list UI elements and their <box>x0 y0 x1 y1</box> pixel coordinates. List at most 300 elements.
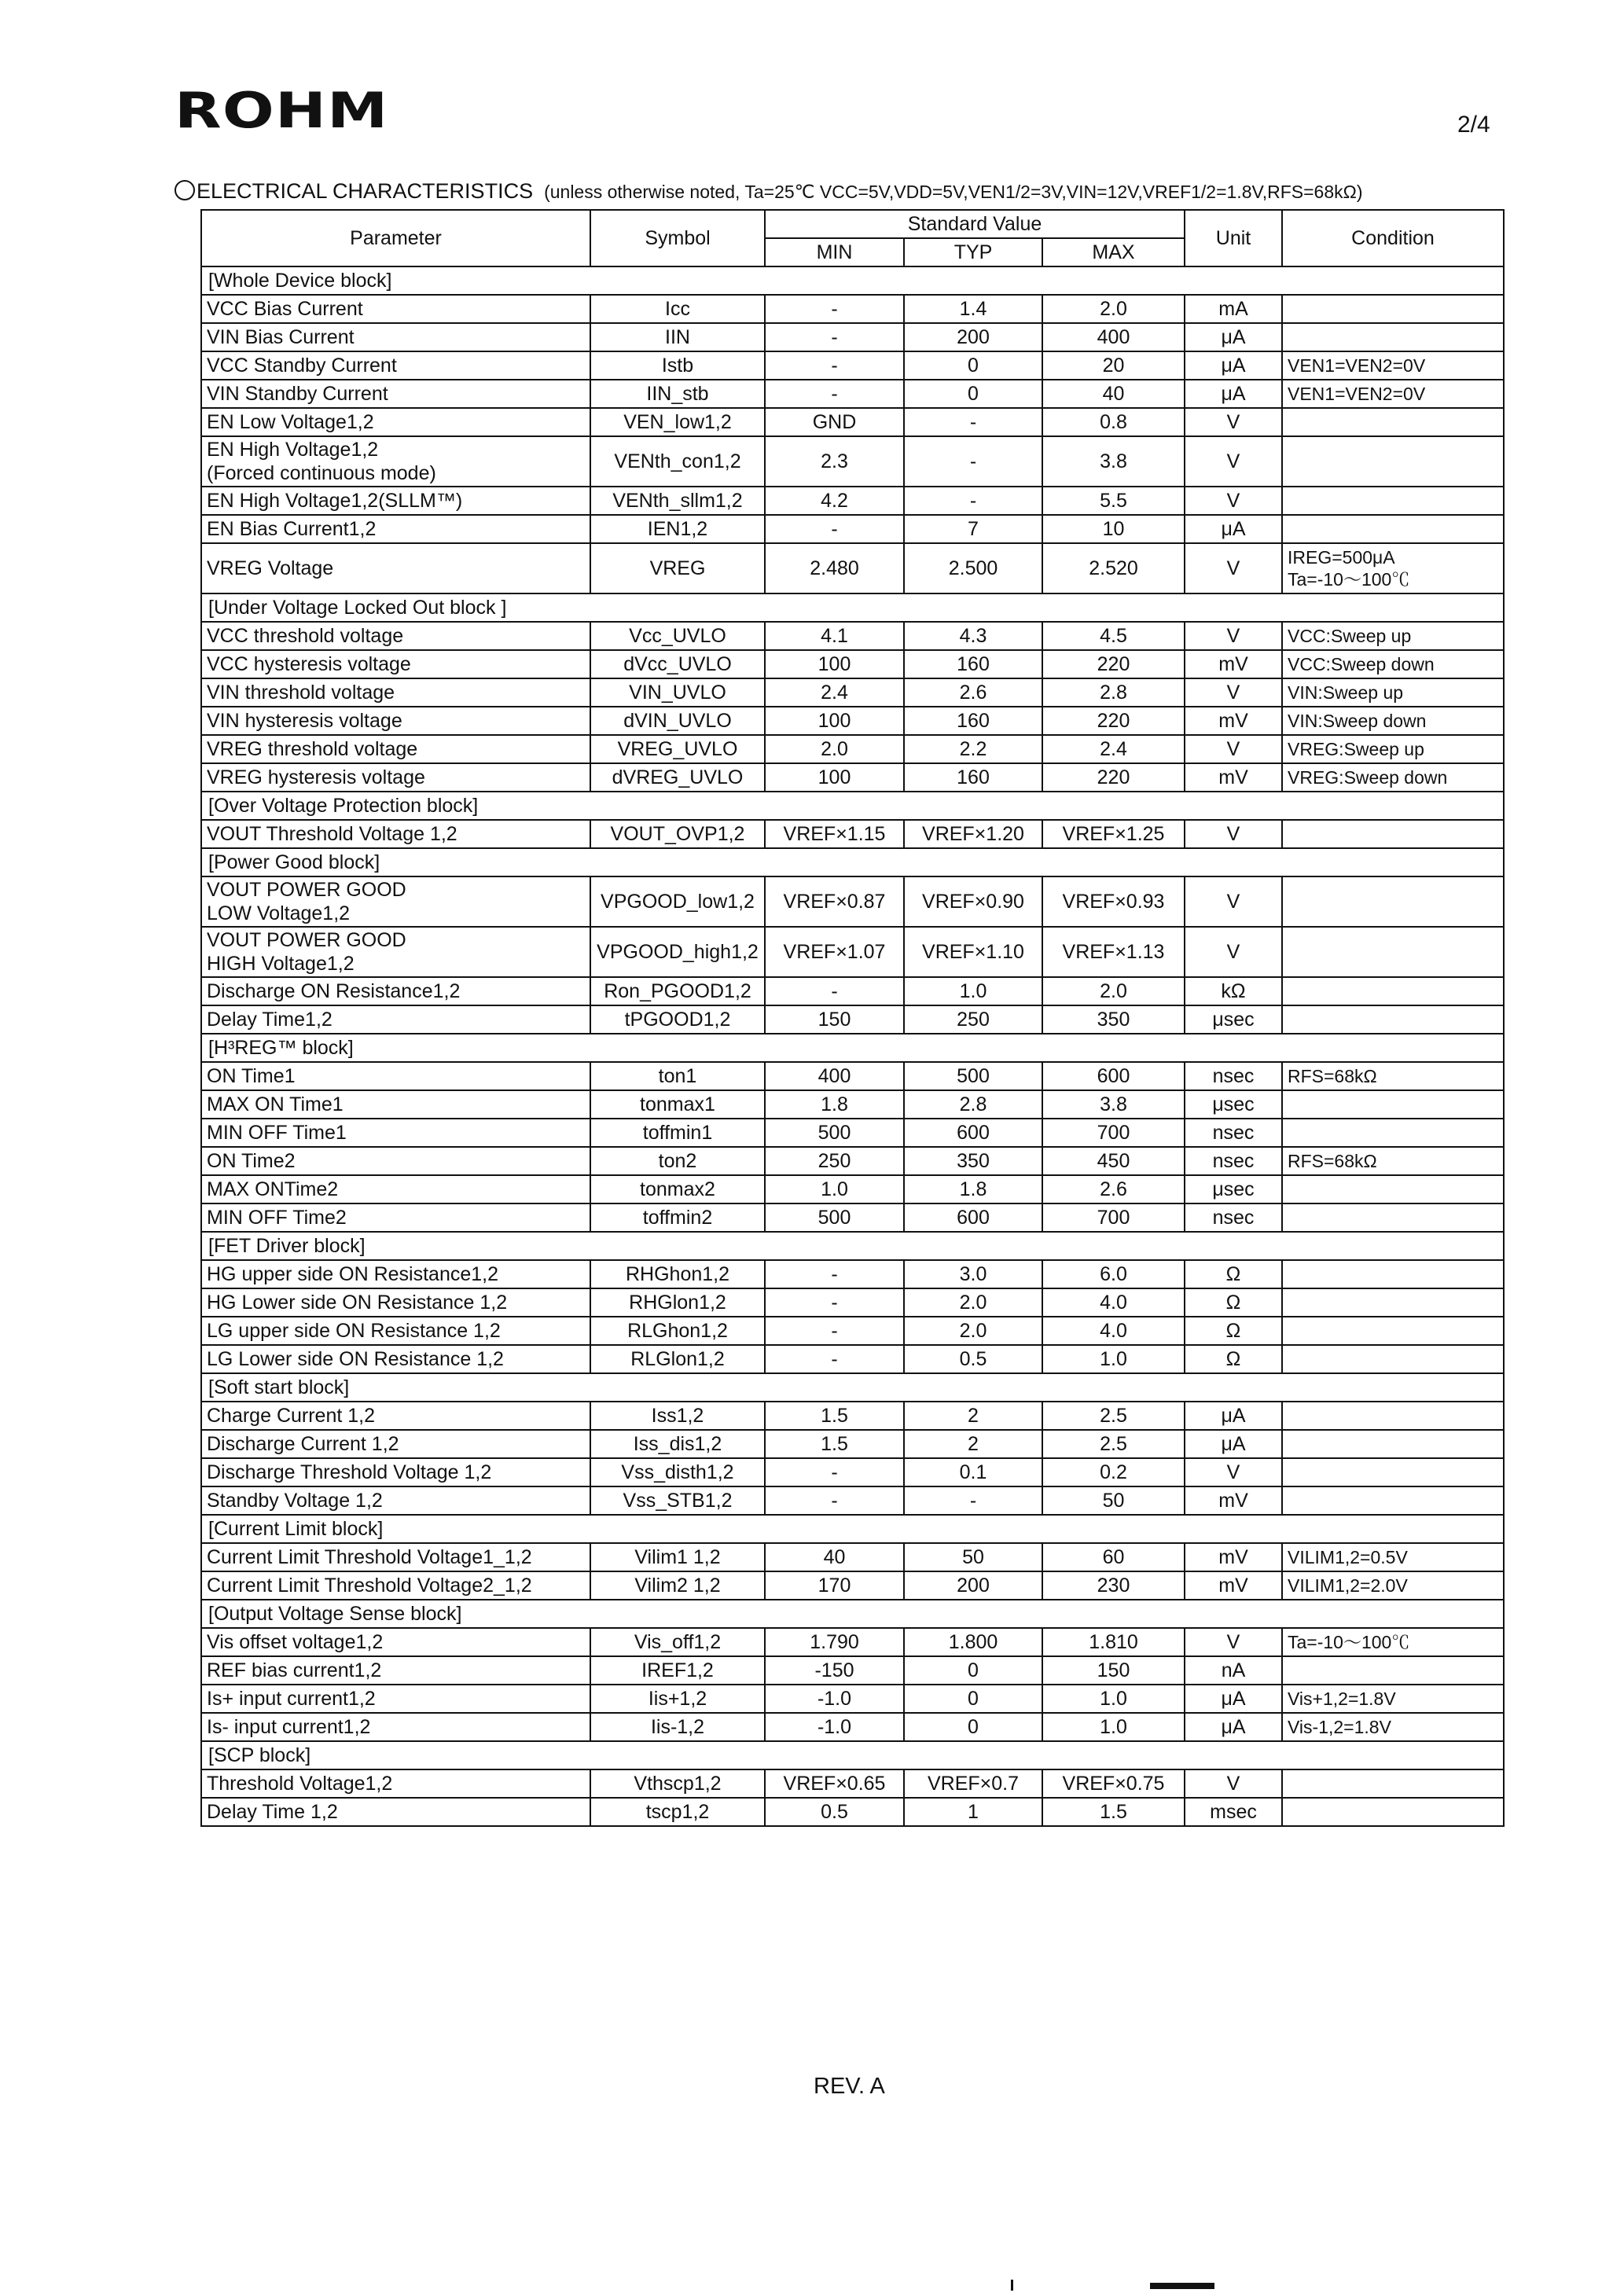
bullet-circle-icon <box>175 180 195 200</box>
table-row <box>201 1798 1504 1826</box>
revision-label: REV. A <box>814 2074 885 2099</box>
min-cell: -1.0 <box>765 1713 904 1741</box>
unit-cell: μA <box>1185 323 1282 351</box>
parameter-cell: EN Bias Current1,2 <box>201 515 590 543</box>
table-row <box>201 295 1504 323</box>
condition-cell <box>1282 1656 1504 1685</box>
rohm-logo: ROHM <box>175 82 389 139</box>
table-row <box>201 1430 1504 1458</box>
typ-cell: 200 <box>904 323 1042 351</box>
min-cell: GND <box>765 408 904 436</box>
max-cell: 5.5 <box>1042 487 1185 515</box>
condition-cell: IREG=500μA Ta=-10～100℃ <box>1282 543 1504 593</box>
parameter-cell: Threshold Voltage1,2 <box>201 1769 590 1798</box>
min-cell: - <box>765 1288 904 1317</box>
parameter-cell: VCC threshold voltage <box>201 622 590 650</box>
min-cell: VREF×1.07 <box>765 927 904 977</box>
min-cell: 2.3 <box>765 436 904 487</box>
parameter-cell: Charge Current 1,2 <box>201 1402 590 1430</box>
table-row <box>201 977 1504 1005</box>
symbol-cell: tPGOOD1,2 <box>590 1005 765 1034</box>
max-cell: 10 <box>1042 515 1185 543</box>
unit-cell: nsec <box>1185 1119 1282 1147</box>
condition-cell: VREG:Sweep down <box>1282 763 1504 792</box>
block-header-row <box>201 1034 1504 1062</box>
condition-cell <box>1282 1458 1504 1486</box>
parameter-cell: ON Time1 <box>201 1062 590 1090</box>
typ-cell: 600 <box>904 1203 1042 1232</box>
unit-cell: V <box>1185 1458 1282 1486</box>
typ-cell: 50 <box>904 1543 1042 1571</box>
condition-cell <box>1282 1486 1504 1515</box>
typ-cell: VREF×0.7 <box>904 1769 1042 1798</box>
max-cell: 40 <box>1042 380 1185 408</box>
min-cell: - <box>765 1345 904 1373</box>
table-row <box>201 927 1504 977</box>
unit-cell: Ω <box>1185 1288 1282 1317</box>
unit-cell: μA <box>1185 1402 1282 1430</box>
condition-cell <box>1282 295 1504 323</box>
condition-cell <box>1282 323 1504 351</box>
block-header-row <box>201 266 1504 295</box>
typ-cell: - <box>904 436 1042 487</box>
table-row <box>201 1713 1504 1741</box>
min-cell: 2.4 <box>765 678 904 707</box>
unit-cell: V <box>1185 876 1282 927</box>
min-cell: 4.2 <box>765 487 904 515</box>
typ-cell: 0 <box>904 380 1042 408</box>
min-cell: - <box>765 1458 904 1486</box>
min-cell: 40 <box>765 1543 904 1571</box>
block-header-row <box>201 792 1504 820</box>
typ-cell: - <box>904 1486 1042 1515</box>
min-cell: 1.5 <box>765 1430 904 1458</box>
symbol-cell: IEN1,2 <box>590 515 765 543</box>
parameter-cell: VOUT Threshold Voltage 1,2 <box>201 820 590 848</box>
typ-cell: - <box>904 487 1042 515</box>
block-header: [SCP block] <box>201 1741 1504 1769</box>
min-cell: 2.480 <box>765 543 904 593</box>
table-row <box>201 487 1504 515</box>
typ-cell: - <box>904 408 1042 436</box>
table-row <box>201 1402 1504 1430</box>
parameter-cell: VOUT POWER GOOD LOW Voltage1,2 <box>201 876 590 927</box>
min-cell: 100 <box>765 763 904 792</box>
typ-cell: 2.2 <box>904 735 1042 763</box>
section-title: ELECTRICAL CHARACTERISTICS <box>197 179 534 203</box>
parameter-cell: HG upper side ON Resistance1,2 <box>201 1260 590 1288</box>
parameter-cell: VIN hysteresis voltage <box>201 707 590 735</box>
min-cell: 400 <box>765 1062 904 1090</box>
parameter-cell: Discharge Threshold Voltage 1,2 <box>201 1458 590 1486</box>
parameter-cell: EN High Voltage1,2(SLLM™) <box>201 487 590 515</box>
unit-cell: μA <box>1185 1685 1282 1713</box>
parameter-cell: VCC Bias Current <box>201 295 590 323</box>
table-row <box>201 408 1504 436</box>
max-cell: 400 <box>1042 323 1185 351</box>
typ-cell: 160 <box>904 707 1042 735</box>
max-cell: 4.0 <box>1042 1288 1185 1317</box>
symbol-cell: toffmin2 <box>590 1203 765 1232</box>
symbol-cell: Vss_STB1,2 <box>590 1486 765 1515</box>
max-cell: 60 <box>1042 1543 1185 1571</box>
table-row <box>201 622 1504 650</box>
table-row <box>201 1345 1504 1373</box>
parameter-cell: VIN Standby Current <box>201 380 590 408</box>
min-cell: - <box>765 351 904 380</box>
symbol-cell: Vthscp1,2 <box>590 1769 765 1798</box>
parameter-cell: Is- input current1,2 <box>201 1713 590 1741</box>
table-row <box>201 763 1504 792</box>
typ-cell: 0 <box>904 1685 1042 1713</box>
max-cell: VREF×1.13 <box>1042 927 1185 977</box>
unit-cell: Ω <box>1185 1345 1282 1373</box>
condition-cell: VCC:Sweep down <box>1282 650 1504 678</box>
min-cell: - <box>765 295 904 323</box>
table-row <box>201 323 1504 351</box>
condition-cell: VREG:Sweep up <box>1282 735 1504 763</box>
symbol-cell: ton1 <box>590 1062 765 1090</box>
symbol-cell: dVcc_UVLO <box>590 650 765 678</box>
parameter-cell: Delay Time1,2 <box>201 1005 590 1034</box>
parameter-cell: MAX ONTime2 <box>201 1175 590 1203</box>
max-cell: 2.0 <box>1042 977 1185 1005</box>
table-row <box>201 1005 1504 1034</box>
parameter-cell: VIN Bias Current <box>201 323 590 351</box>
typ-cell: VREF×1.10 <box>904 927 1042 977</box>
unit-cell: V <box>1185 820 1282 848</box>
parameter-cell: VCC Standby Current <box>201 351 590 380</box>
table-row <box>201 1119 1504 1147</box>
parameter-cell: Standby Voltage 1,2 <box>201 1486 590 1515</box>
unit-cell: μA <box>1185 380 1282 408</box>
table-row <box>201 1090 1504 1119</box>
condition-cell <box>1282 1119 1504 1147</box>
symbol-cell: RLGlon1,2 <box>590 1345 765 1373</box>
symbol-cell: VPGOOD_low1,2 <box>590 876 765 927</box>
unit-cell: μsec <box>1185 1005 1282 1034</box>
typ-cell: 160 <box>904 763 1042 792</box>
header-min: MIN <box>765 238 904 266</box>
condition-cell <box>1282 1345 1504 1373</box>
condition-cell <box>1282 1798 1504 1826</box>
typ-cell: 200 <box>904 1571 1042 1600</box>
symbol-cell: dVIN_UVLO <box>590 707 765 735</box>
unit-cell: V <box>1185 1769 1282 1798</box>
max-cell: 2.5 <box>1042 1430 1185 1458</box>
condition-cell: VILIM1,2=2.0V <box>1282 1571 1504 1600</box>
footer-mark <box>1011 2280 1013 2291</box>
symbol-cell: tscp1,2 <box>590 1798 765 1826</box>
block-header-row <box>201 593 1504 622</box>
max-cell: 2.8 <box>1042 678 1185 707</box>
typ-cell: 2.0 <box>904 1288 1042 1317</box>
header-standard-value: Standard Value <box>765 210 1185 238</box>
table-row <box>201 1769 1504 1798</box>
symbol-cell: Iss_dis1,2 <box>590 1430 765 1458</box>
max-cell: 150 <box>1042 1656 1185 1685</box>
unit-cell: μA <box>1185 515 1282 543</box>
symbol-cell: Vis_off1,2 <box>590 1628 765 1656</box>
table-body <box>201 266 1504 1826</box>
condition-cell <box>1282 1317 1504 1345</box>
table-row <box>201 820 1504 848</box>
typ-cell: 0 <box>904 1656 1042 1685</box>
condition-cell: VIN:Sweep up <box>1282 678 1504 707</box>
min-cell: 2.0 <box>765 735 904 763</box>
table-row <box>201 678 1504 707</box>
condition-cell <box>1282 515 1504 543</box>
block-header-row <box>201 1515 1504 1543</box>
condition-cell <box>1282 927 1504 977</box>
unit-cell: msec <box>1185 1798 1282 1826</box>
table-row <box>201 1317 1504 1345</box>
min-cell: 170 <box>765 1571 904 1600</box>
typ-cell: 350 <box>904 1147 1042 1175</box>
symbol-cell: IIN_stb <box>590 380 765 408</box>
parameter-cell: Current Limit Threshold Voltage2_1,2 <box>201 1571 590 1600</box>
typ-cell: 0 <box>904 351 1042 380</box>
symbol-cell: Iis-1,2 <box>590 1713 765 1741</box>
unit-cell: V <box>1185 1628 1282 1656</box>
unit-cell: mA <box>1185 295 1282 323</box>
unit-cell: mV <box>1185 1571 1282 1600</box>
block-header: [H³REG™ block] <box>201 1034 1504 1062</box>
symbol-cell: Icc <box>590 295 765 323</box>
condition-cell: Ta=-10～100℃ <box>1282 1628 1504 1656</box>
max-cell: 2.4 <box>1042 735 1185 763</box>
unit-cell: V <box>1185 622 1282 650</box>
parameter-cell: HG Lower side ON Resistance 1,2 <box>201 1288 590 1317</box>
min-cell: - <box>765 1317 904 1345</box>
min-cell: 500 <box>765 1119 904 1147</box>
symbol-cell: VOUT_OVP1,2 <box>590 820 765 848</box>
condition-cell <box>1282 1090 1504 1119</box>
condition-cell <box>1282 1203 1504 1232</box>
parameter-cell: EN Low Voltage1,2 <box>201 408 590 436</box>
max-cell: 20 <box>1042 351 1185 380</box>
min-cell: VREF×0.65 <box>765 1769 904 1798</box>
block-header: [Under Voltage Locked Out block ] <box>201 593 1504 622</box>
symbol-cell: Iss1,2 <box>590 1402 765 1430</box>
min-cell: - <box>765 977 904 1005</box>
parameter-cell: MAX ON Time1 <box>201 1090 590 1119</box>
header-condition: Condition <box>1282 210 1504 266</box>
max-cell: 1.0 <box>1042 1345 1185 1373</box>
max-cell: 3.8 <box>1042 1090 1185 1119</box>
symbol-cell: VREG_UVLO <box>590 735 765 763</box>
min-cell: 100 <box>765 707 904 735</box>
block-header-row <box>201 1232 1504 1260</box>
table-row <box>201 1543 1504 1571</box>
min-cell: 4.1 <box>765 622 904 650</box>
block-header: [Current Limit block] <box>201 1515 1504 1543</box>
condition-cell <box>1282 436 1504 487</box>
header-typ: TYP <box>904 238 1042 266</box>
table-row <box>201 1062 1504 1090</box>
max-cell: 2.5 <box>1042 1402 1185 1430</box>
typ-cell: 0.1 <box>904 1458 1042 1486</box>
typ-cell: VREF×1.20 <box>904 820 1042 848</box>
block-header: [FET Driver block] <box>201 1232 1504 1260</box>
max-cell: 220 <box>1042 763 1185 792</box>
table-row <box>201 380 1504 408</box>
min-cell: - <box>765 380 904 408</box>
symbol-cell: toffmin1 <box>590 1119 765 1147</box>
block-header-row <box>201 1373 1504 1402</box>
symbol-cell: VREG <box>590 543 765 593</box>
section-conditions: (unless otherwise noted, Ta=25℃ VCC=5V,VDD=5V,VEN1/2=3V,VIN=12V,VREF1/2=1.8V,RFS=68kΩ) <box>544 182 1363 202</box>
condition-cell: RFS=68kΩ <box>1282 1062 1504 1090</box>
condition-cell <box>1282 1769 1504 1798</box>
table-row <box>201 1685 1504 1713</box>
parameter-cell: REF bias current1,2 <box>201 1656 590 1685</box>
parameter-cell: LG upper side ON Resistance 1,2 <box>201 1317 590 1345</box>
unit-cell: mV <box>1185 707 1282 735</box>
typ-cell: 500 <box>904 1062 1042 1090</box>
parameter-cell: VREG Voltage <box>201 543 590 593</box>
page-number: 2/4 <box>1457 112 1490 138</box>
footer-bar <box>1150 2283 1214 2289</box>
max-cell: 1.0 <box>1042 1685 1185 1713</box>
block-header-row <box>201 1741 1504 1769</box>
min-cell: - <box>765 1486 904 1515</box>
max-cell: 4.0 <box>1042 1317 1185 1345</box>
symbol-cell: VENth_con1,2 <box>590 436 765 487</box>
unit-cell: mV <box>1185 650 1282 678</box>
condition-cell: VIN:Sweep down <box>1282 707 1504 735</box>
max-cell: 0.8 <box>1042 408 1185 436</box>
unit-cell: kΩ <box>1185 977 1282 1005</box>
max-cell: 6.0 <box>1042 1260 1185 1288</box>
min-cell: 1.5 <box>765 1402 904 1430</box>
typ-cell: 1.4 <box>904 295 1042 323</box>
unit-cell: mV <box>1185 1486 1282 1515</box>
unit-cell: μA <box>1185 1430 1282 1458</box>
max-cell: 700 <box>1042 1119 1185 1147</box>
condition-cell <box>1282 1402 1504 1430</box>
parameter-cell: Discharge Current 1,2 <box>201 1430 590 1458</box>
parameter-cell: ON Time2 <box>201 1147 590 1175</box>
block-header: [Whole Device block] <box>201 266 1504 295</box>
min-cell: 1.0 <box>765 1175 904 1203</box>
unit-cell: nsec <box>1185 1203 1282 1232</box>
typ-cell: 0 <box>904 1713 1042 1741</box>
parameter-cell: LG Lower side ON Resistance 1,2 <box>201 1345 590 1373</box>
max-cell: 2.6 <box>1042 1175 1185 1203</box>
parameter-cell: Discharge ON Resistance1,2 <box>201 977 590 1005</box>
parameter-cell: VIN threshold voltage <box>201 678 590 707</box>
condition-cell: VILIM1,2=0.5V <box>1282 1543 1504 1571</box>
symbol-cell: VEN_low1,2 <box>590 408 765 436</box>
condition-cell <box>1282 1005 1504 1034</box>
condition-cell: VEN1=VEN2=0V <box>1282 380 1504 408</box>
unit-cell: V <box>1185 927 1282 977</box>
typ-cell: 4.3 <box>904 622 1042 650</box>
max-cell: 0.2 <box>1042 1458 1185 1486</box>
table-row <box>201 650 1504 678</box>
symbol-cell: Vss_disth1,2 <box>590 1458 765 1486</box>
symbol-cell: tonmax2 <box>590 1175 765 1203</box>
symbol-cell: RLGhon1,2 <box>590 1317 765 1345</box>
block-header: [Output Voltage Sense block] <box>201 1600 1504 1628</box>
symbol-cell: Istb <box>590 351 765 380</box>
parameter-cell: VREG threshold voltage <box>201 735 590 763</box>
table-row <box>201 1656 1504 1685</box>
unit-cell: μsec <box>1185 1175 1282 1203</box>
max-cell: VREF×1.25 <box>1042 820 1185 848</box>
typ-cell: 1.0 <box>904 977 1042 1005</box>
block-header-row <box>201 848 1504 876</box>
table-row <box>201 543 1504 593</box>
max-cell: 1.5 <box>1042 1798 1185 1826</box>
parameter-cell: MIN OFF Time1 <box>201 1119 590 1147</box>
unit-cell: mV <box>1185 763 1282 792</box>
unit-cell: nA <box>1185 1656 1282 1685</box>
symbol-cell: Vcc_UVLO <box>590 622 765 650</box>
typ-cell: 2.0 <box>904 1317 1042 1345</box>
typ-cell: 7 <box>904 515 1042 543</box>
table-row <box>201 735 1504 763</box>
unit-cell: μsec <box>1185 1090 1282 1119</box>
min-cell: - <box>765 515 904 543</box>
min-cell: -1.0 <box>765 1685 904 1713</box>
typ-cell: 1.800 <box>904 1628 1042 1656</box>
condition-cell <box>1282 876 1504 927</box>
condition-cell: VCC:Sweep up <box>1282 622 1504 650</box>
unit-cell: μA <box>1185 351 1282 380</box>
max-cell: 50 <box>1042 1486 1185 1515</box>
unit-cell: μA <box>1185 1713 1282 1741</box>
condition-cell: RFS=68kΩ <box>1282 1147 1504 1175</box>
block-header: [Soft start block] <box>201 1373 1504 1402</box>
section-heading <box>175 179 1362 204</box>
min-cell: 1.8 <box>765 1090 904 1119</box>
table-row <box>201 707 1504 735</box>
condition-cell <box>1282 1288 1504 1317</box>
table-row <box>201 1203 1504 1232</box>
table-row <box>201 1147 1504 1175</box>
typ-cell: 160 <box>904 650 1042 678</box>
unit-cell: Ω <box>1185 1317 1282 1345</box>
parameter-cell: VOUT POWER GOOD HIGH Voltage1,2 <box>201 927 590 977</box>
typ-cell: 2.6 <box>904 678 1042 707</box>
condition-cell <box>1282 1260 1504 1288</box>
condition-cell <box>1282 1175 1504 1203</box>
symbol-cell: Iis+1,2 <box>590 1685 765 1713</box>
min-cell: -150 <box>765 1656 904 1685</box>
table-row <box>201 1486 1504 1515</box>
min-cell: VREF×0.87 <box>765 876 904 927</box>
max-cell: 350 <box>1042 1005 1185 1034</box>
parameter-cell: Is+ input current1,2 <box>201 1685 590 1713</box>
min-cell: 1.790 <box>765 1628 904 1656</box>
unit-cell: V <box>1185 543 1282 593</box>
parameter-cell: MIN OFF Time2 <box>201 1203 590 1232</box>
table-row <box>201 1175 1504 1203</box>
unit-cell: V <box>1185 408 1282 436</box>
max-cell: 220 <box>1042 707 1185 735</box>
min-cell: 100 <box>765 650 904 678</box>
typ-cell: 3.0 <box>904 1260 1042 1288</box>
typ-cell: 0.5 <box>904 1345 1042 1373</box>
symbol-cell: Ron_PGOOD1,2 <box>590 977 765 1005</box>
header-max: MAX <box>1042 238 1185 266</box>
condition-cell: Vis+1,2=1.8V <box>1282 1685 1504 1713</box>
min-cell: - <box>765 323 904 351</box>
symbol-cell: VPGOOD_high1,2 <box>590 927 765 977</box>
symbol-cell: IIN <box>590 323 765 351</box>
